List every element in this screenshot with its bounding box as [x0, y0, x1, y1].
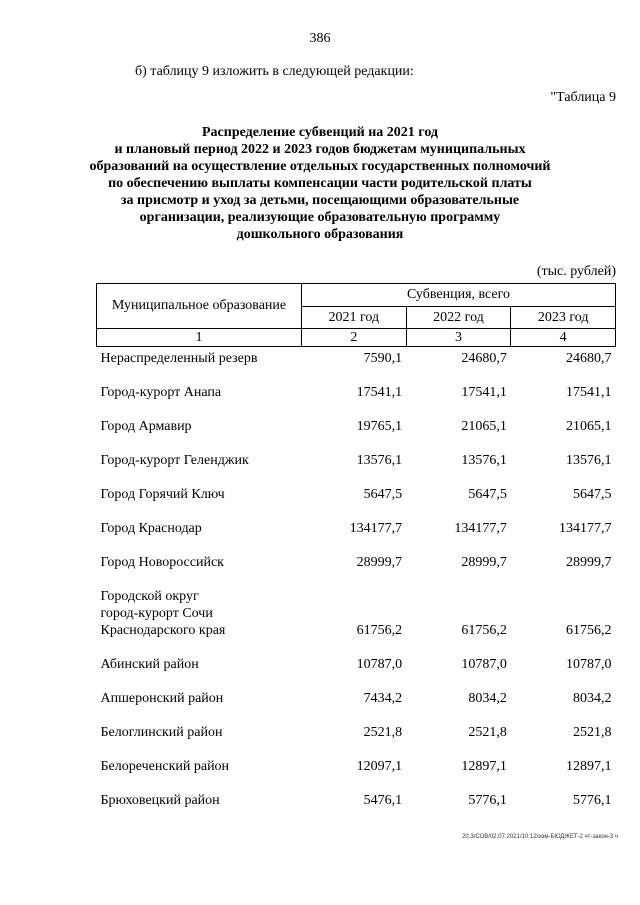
- column-number: 3: [406, 329, 511, 347]
- header-year: 2023 год: [511, 307, 616, 329]
- title-line: организации, реализующие образовательную программу: [139, 210, 501, 225]
- municipality-name: [97, 347, 302, 368]
- header-subvention: Субвенция, всего: [302, 284, 616, 307]
- subvention-value: 12097,1: [356, 759, 403, 774]
- subvention-value: 134177,7: [349, 521, 403, 536]
- document-code: 20.3/СОВ/02.07.2021/10:12/изм-БЮДЖЕТ-2 чт-закон-3 ч: [462, 834, 618, 840]
- table-header: [97, 284, 616, 347]
- subvention-value: 24680,7: [461, 351, 507, 366]
- subvention-value: 134177,7: [454, 521, 507, 536]
- municipality-name-line: Брюховецкий район: [100, 793, 220, 808]
- column-number: 4: [511, 329, 616, 347]
- municipality-name-line: Город-курорт Геленджик: [100, 453, 249, 468]
- subvention-value: 10787,0: [461, 657, 507, 672]
- subvention-value: 17541,1: [356, 385, 403, 400]
- municipality-name-line: Город Армавир: [100, 419, 192, 434]
- subvention-value: 61756,2: [566, 623, 612, 638]
- table-row: [97, 571, 616, 639]
- subvention-value: 5647,5: [363, 487, 403, 502]
- table-row: [97, 741, 616, 775]
- subvention-value: 17541,1: [566, 385, 612, 400]
- subvention-value: 24680,7: [566, 351, 612, 366]
- header-year: 2021 год: [302, 307, 407, 329]
- municipality-name: [97, 741, 302, 775]
- subvention-value: 61756,2: [461, 623, 507, 638]
- municipality-name-line: Город Краснодар: [100, 521, 202, 536]
- municipality-name-line: Апшеронский район: [100, 691, 224, 706]
- subvention-value: 5776,1: [573, 793, 612, 808]
- subvention-value: 28999,7: [566, 555, 612, 570]
- municipality-name-line: Городской округ: [100, 589, 199, 604]
- subvention-table: [96, 283, 616, 809]
- table-row: [97, 401, 616, 435]
- title-line: образований на осуществление отдельных государственных полномочий: [89, 159, 551, 174]
- subvention-value: 12897,1: [461, 759, 507, 774]
- subvention-value: 134177,7: [559, 521, 612, 536]
- title-line: и плановый период 2022 и 2023 годов бюджетам муниципальных: [114, 142, 526, 157]
- subvention-value: 5647,5: [573, 487, 612, 502]
- title-line: Распределение субвенций на 2021 год: [202, 125, 438, 140]
- subvention-value: 17541,1: [461, 385, 507, 400]
- table-body: [97, 347, 616, 810]
- table-reference: "Таблица 9: [550, 90, 616, 105]
- column-number: 1: [97, 329, 302, 347]
- subvention-value: 2521,8: [363, 725, 403, 740]
- municipality-name-line: Город-курорт Анапа: [100, 385, 222, 400]
- subvention-value: 7434,2: [363, 691, 403, 706]
- municipality-name: [97, 367, 302, 401]
- table-row: [97, 639, 616, 673]
- subvention-value: 61756,2: [356, 623, 403, 638]
- table-row: [97, 347, 616, 368]
- intro-text: б) таблицу 9 изложить в следующей редакции:: [135, 64, 414, 79]
- municipality-name: [97, 571, 302, 639]
- table-row: [97, 503, 616, 537]
- subvention-value: 5647,5: [468, 487, 507, 502]
- subvention-value: 2521,8: [468, 725, 507, 740]
- subvention-value: 19765,1: [356, 419, 403, 434]
- municipality-name: [97, 469, 302, 503]
- subvention-value: 5776,1: [468, 793, 507, 808]
- title-line: дошкольного образования: [236, 227, 404, 242]
- municipality-name-line: Белореченский район: [100, 759, 230, 774]
- title-line: за присмотр и уход за детьми, посещающими образовательные: [120, 193, 520, 208]
- subvention-value: 28999,7: [356, 555, 403, 570]
- subvention-value: 13576,1: [356, 453, 403, 468]
- subvention-value: 13576,1: [461, 453, 507, 468]
- municipality-name: [97, 639, 302, 673]
- municipality-name: [97, 537, 302, 571]
- municipality-name-line: Краснодарского края: [100, 623, 226, 638]
- header-year: 2022 год: [406, 307, 511, 329]
- subvention-value: 10787,0: [356, 657, 403, 672]
- subvention-value: 7590,1: [363, 351, 403, 366]
- header-municipality: Муниципальное образование: [97, 284, 302, 329]
- municipality-name-line: Белоглинский район: [100, 725, 223, 740]
- subvention-value: 13576,1: [566, 453, 612, 468]
- municipality-name: [97, 673, 302, 707]
- page-number: 386: [309, 31, 331, 46]
- subvention-value: 8034,2: [573, 691, 612, 706]
- document-title: [80, 124, 560, 243]
- municipality-name-line: город-курорт Сочи: [100, 606, 213, 621]
- subvention-value: 8034,2: [468, 691, 507, 706]
- municipality-name: [97, 503, 302, 537]
- subvention-value: 5476,1: [363, 793, 403, 808]
- subvention-value: 28999,7: [461, 555, 507, 570]
- title-line: по обеспечению выплаты компенсации части родительской платы: [108, 176, 532, 191]
- table-row: [97, 435, 616, 469]
- municipality-name-line: Нераспределенный резерв: [100, 351, 258, 366]
- municipality-name-line: Абинский район: [100, 657, 199, 672]
- table-row: [97, 775, 616, 809]
- municipality-name-line: Город Новороссийск: [100, 555, 224, 570]
- table-row: [97, 469, 616, 503]
- table-row: [97, 673, 616, 707]
- municipality-name: [97, 707, 302, 741]
- municipality-name-line: Город Горячий Ключ: [100, 487, 225, 502]
- subvention-value: 21065,1: [461, 419, 507, 434]
- subvention-value: 2521,8: [573, 725, 612, 740]
- table-row: [97, 707, 616, 741]
- table-row: [97, 367, 616, 401]
- column-number: 2: [302, 329, 407, 347]
- units-label: (тыс. рублей): [536, 264, 616, 279]
- subvention-value: 12897,1: [566, 759, 612, 774]
- table-row: [97, 537, 616, 571]
- subvention-value: 21065,1: [566, 419, 612, 434]
- municipality-name: [97, 775, 302, 809]
- municipality-name: [97, 401, 302, 435]
- municipality-name: [97, 435, 302, 469]
- subvention-value: 10787,0: [566, 657, 612, 672]
